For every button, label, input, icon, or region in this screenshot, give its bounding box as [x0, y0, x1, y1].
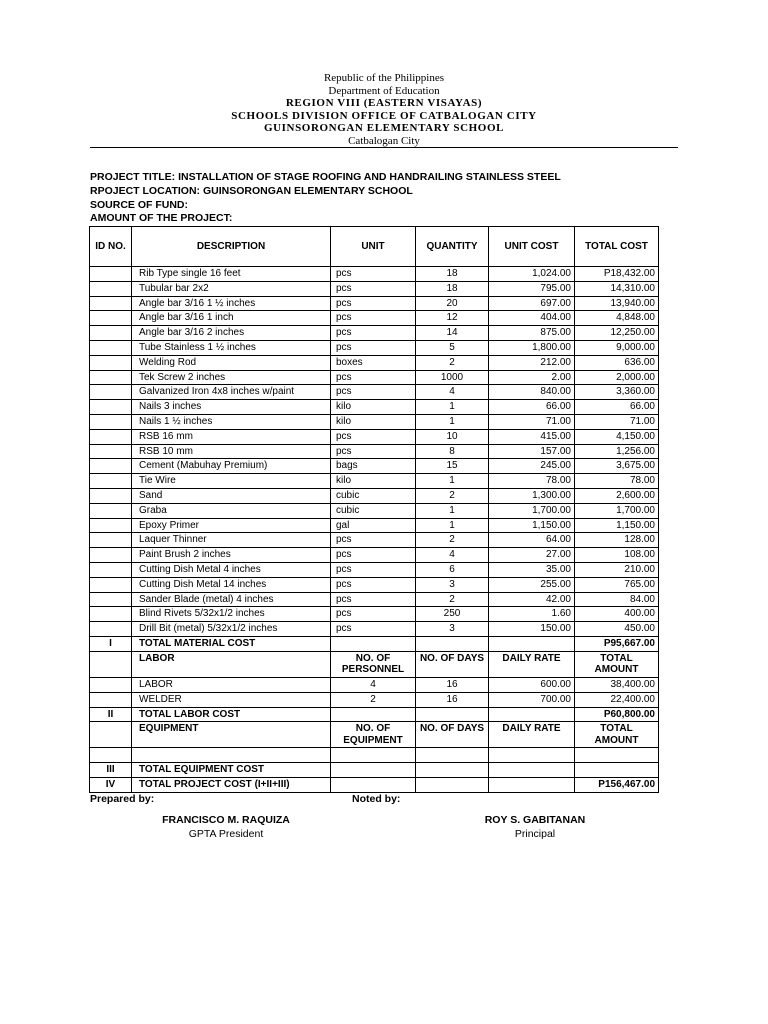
table-row — [90, 607, 659, 622]
source-of-fund: SOURCE OF FUND: — [90, 198, 188, 211]
table-row — [90, 548, 659, 563]
project-info — [90, 171, 690, 226]
row-total-cost: 210.00 — [575, 562, 659, 577]
labor-header-row — [90, 651, 659, 677]
row-quantity: 4 — [416, 548, 489, 563]
row-description: Cutting Dish Metal 14 inches — [132, 577, 331, 592]
row-quantity: 5 — [416, 340, 489, 355]
equipment-header-row — [90, 722, 659, 748]
row-quantity: 4 — [416, 385, 489, 400]
table-row — [90, 370, 659, 385]
row-unit: pcs — [331, 340, 416, 355]
row-unit: pcs — [331, 370, 416, 385]
total-labor-value: P60,800.00 — [575, 707, 659, 722]
row-unit: pcs — [331, 311, 416, 326]
labor-header-amount: TOTAL AMOUNT — [575, 651, 659, 677]
project-location: RPOJECT LOCATION: GUINSORONGAN ELEMENTARY SCHOOL — [90, 184, 413, 197]
empty-cell — [489, 707, 575, 722]
row-id-cell — [90, 340, 132, 355]
table-row — [90, 267, 659, 282]
total-material-value: P95,667.00 — [575, 636, 659, 651]
row-unit: kilo — [331, 414, 416, 429]
row-unit-cost: 795.00 — [489, 281, 575, 296]
row-id-cell — [90, 533, 132, 548]
row-id-cell — [90, 562, 132, 577]
row-total-cost: 9,000.00 — [575, 340, 659, 355]
equipment-header-amount: TOTAL AMOUNT — [575, 722, 659, 748]
labor-desc: LABOR — [132, 677, 331, 692]
header-unit: UNIT — [331, 227, 416, 267]
empty-cell — [575, 748, 659, 763]
empty-cell — [489, 763, 575, 778]
letterhead — [90, 72, 678, 148]
row-description: Cement (Mabuhay Premium) — [132, 459, 331, 474]
table-row — [90, 355, 659, 370]
row-unit: pcs — [331, 592, 416, 607]
table-row — [90, 400, 659, 415]
row-description: Nails 1 ½ inches — [132, 414, 331, 429]
row-quantity: 1 — [416, 414, 489, 429]
row-unit-cost: 35.00 — [489, 562, 575, 577]
empty-cell — [489, 748, 575, 763]
row-quantity: 6 — [416, 562, 489, 577]
row-unit: pcs — [331, 296, 416, 311]
project-title: PROJECT TITLE: INSTALLATION OF STAGE ROOFING AND HANDRAILING STAINLESS STEEL — [90, 171, 561, 183]
row-quantity: 2 — [416, 355, 489, 370]
row-id-cell — [90, 607, 132, 622]
empty-cell — [90, 722, 132, 748]
row-unit-cost: 255.00 — [489, 577, 575, 592]
labor-rate: 600.00 — [489, 677, 575, 692]
labor-header-personnel: NO. OF PERSONNEL — [331, 651, 416, 677]
row-unit-cost: 64.00 — [489, 533, 575, 548]
row-description: Angle bar 3/16 1 ½ inches — [132, 296, 331, 311]
total-material-label: TOTAL MATERIAL COST — [132, 636, 331, 651]
header-description: DESCRIPTION — [132, 227, 331, 267]
row-description: Drill Bit (metal) 5/32x1/2 inches — [132, 622, 331, 637]
total-project-label: TOTAL PROJECT COST (I+II+III) — [132, 778, 331, 793]
labor-amount: 38,400.00 — [575, 677, 659, 692]
row-unit: pcs — [331, 562, 416, 577]
row-description: Blind Rivets 5/32x1/2 inches — [132, 607, 331, 622]
row-total-cost: 71.00 — [575, 414, 659, 429]
row-quantity: 1 — [416, 474, 489, 489]
welder-personnel: 2 — [331, 692, 416, 707]
row-unit-cost: 42.00 — [489, 592, 575, 607]
header-unit-cost: UNIT COST — [489, 227, 575, 267]
row-quantity: 1 — [416, 400, 489, 415]
row-total-cost: 1,700.00 — [575, 503, 659, 518]
table-row — [90, 311, 659, 326]
labor-personnel: 4 — [331, 677, 416, 692]
welder-days: 16 — [416, 692, 489, 707]
row-id-cell — [90, 459, 132, 474]
total-equipment-id: III — [90, 763, 132, 778]
row-quantity: 250 — [416, 607, 489, 622]
table-row — [90, 444, 659, 459]
total-equipment-value — [575, 763, 659, 778]
row-total-cost: 1,256.00 — [575, 444, 659, 459]
row-description: Tek Screw 2 inches — [132, 370, 331, 385]
row-quantity: 18 — [416, 267, 489, 282]
row-quantity: 3 — [416, 622, 489, 637]
row-unit-cost: 157.00 — [489, 444, 575, 459]
row-unit-cost: 150.00 — [489, 622, 575, 637]
row-description: Angle bar 3/16 2 inches — [132, 326, 331, 341]
row-unit-cost: 415.00 — [489, 429, 575, 444]
empty-cell — [416, 763, 489, 778]
row-description: Paint Brush 2 inches — [132, 548, 331, 563]
row-id-cell — [90, 414, 132, 429]
equipment-header-days: NO. OF DAYS — [416, 722, 489, 748]
equipment-empty-row — [90, 748, 659, 763]
row-unit-cost: 875.00 — [489, 326, 575, 341]
total-project-row — [90, 778, 659, 793]
row-unit: pcs — [331, 548, 416, 563]
empty-cell — [90, 692, 132, 707]
table-row — [90, 518, 659, 533]
row-total-cost: P18,432.00 — [575, 267, 659, 282]
row-quantity: 14 — [416, 326, 489, 341]
row-unit: gal — [331, 518, 416, 533]
prepared-by-title: GPTA President — [188, 828, 264, 840]
row-description: RSB 16 mm — [132, 429, 331, 444]
row-description: Rib Type single 16 feet — [132, 267, 331, 282]
empty-cell — [331, 636, 416, 651]
row-quantity: 1000 — [416, 370, 489, 385]
row-total-cost: 84.00 — [575, 592, 659, 607]
row-total-cost: 12,250.00 — [575, 326, 659, 341]
row-id-cell — [90, 296, 132, 311]
noted-by-title: Principal — [514, 828, 556, 840]
row-total-cost: 128.00 — [575, 533, 659, 548]
row-unit: bags — [331, 459, 416, 474]
empty-cell — [90, 677, 132, 692]
row-total-cost: 2,600.00 — [575, 488, 659, 503]
row-id-cell — [90, 444, 132, 459]
table-row — [90, 414, 659, 429]
table-row — [90, 296, 659, 311]
total-equipment-row — [90, 763, 659, 778]
total-project-value: P156,467.00 — [575, 778, 659, 793]
row-quantity: 3 — [416, 577, 489, 592]
department-line: Department of Education — [328, 84, 440, 97]
table-row — [90, 577, 659, 592]
total-project-id: IV — [90, 778, 132, 793]
row-unit-cost: 1.60 — [489, 607, 575, 622]
table-row — [90, 385, 659, 400]
row-description: Tubular bar 2x2 — [132, 281, 331, 296]
empty-cell — [132, 748, 331, 763]
city-line: Catbalogan City — [348, 134, 420, 147]
table-row — [90, 281, 659, 296]
equipment-header-count: NO. OF EQUIPMENT — [331, 722, 416, 748]
table-row — [90, 533, 659, 548]
row-id-cell — [90, 281, 132, 296]
row-total-cost: 3,675.00 — [575, 459, 659, 474]
row-unit: pcs — [331, 429, 416, 444]
row-quantity: 2 — [416, 592, 489, 607]
row-unit-cost: 1,150.00 — [489, 518, 575, 533]
table-row — [90, 622, 659, 637]
empty-cell — [331, 707, 416, 722]
row-unit: kilo — [331, 400, 416, 415]
row-description: Cutting Dish Metal 4 inches — [132, 562, 331, 577]
row-total-cost: 14,310.00 — [575, 281, 659, 296]
empty-cell — [331, 763, 416, 778]
row-unit-cost: 27.00 — [489, 548, 575, 563]
row-total-cost: 78.00 — [575, 474, 659, 489]
row-description: Laquer Thinner — [132, 533, 331, 548]
row-description: Epoxy Primer — [132, 518, 331, 533]
equipment-header-rate: DAILY RATE — [489, 722, 575, 748]
empty-cell — [416, 707, 489, 722]
total-material-id: I — [90, 636, 132, 651]
row-unit: pcs — [331, 281, 416, 296]
prepared-by-name: FRANCISCO M. RAQUIZA — [162, 814, 290, 826]
row-description: Tube Stainless 1 ½ inches — [132, 340, 331, 355]
total-labor-label: TOTAL LABOR COST — [132, 707, 331, 722]
row-unit-cost: 1,700.00 — [489, 503, 575, 518]
row-id-cell — [90, 503, 132, 518]
welder-row — [90, 692, 659, 707]
labor-header-days: NO. OF DAYS — [416, 651, 489, 677]
row-unit-cost: 212.00 — [489, 355, 575, 370]
empty-cell — [489, 778, 575, 793]
row-total-cost: 4,150.00 — [575, 429, 659, 444]
row-unit-cost: 1,024.00 — [489, 267, 575, 282]
equipment-header-label: EQUIPMENT — [132, 722, 331, 748]
noted-by-label: Noted by: — [352, 793, 401, 805]
header-total-cost: TOTAL COST — [575, 227, 659, 267]
row-unit-cost: 697.00 — [489, 296, 575, 311]
row-unit-cost: 840.00 — [489, 385, 575, 400]
row-total-cost: 1,150.00 — [575, 518, 659, 533]
row-quantity: 2 — [416, 533, 489, 548]
row-quantity: 10 — [416, 429, 489, 444]
table-row — [90, 459, 659, 474]
row-total-cost: 13,940.00 — [575, 296, 659, 311]
row-id-cell — [90, 326, 132, 341]
welder-desc: WELDER — [132, 692, 331, 707]
region-line: REGION VIII (EASTERN VISAYAS) — [285, 97, 483, 110]
table-row — [90, 474, 659, 489]
row-unit-cost: 245.00 — [489, 459, 575, 474]
row-id-cell — [90, 474, 132, 489]
row-id-cell — [90, 429, 132, 444]
row-id-cell — [90, 548, 132, 563]
row-unit: kilo — [331, 474, 416, 489]
row-total-cost: 2,000.00 — [575, 370, 659, 385]
row-total-cost: 400.00 — [575, 607, 659, 622]
cost-table — [89, 226, 659, 793]
row-description: Angle bar 3/16 1 inch — [132, 311, 331, 326]
row-unit-cost: 71.00 — [489, 414, 575, 429]
header-divider — [90, 147, 678, 148]
row-unit: pcs — [331, 577, 416, 592]
welder-rate: 700.00 — [489, 692, 575, 707]
division-line: SCHOOLS DIVISION OFFICE OF CATBALOGAN CITY — [231, 109, 537, 122]
welder-amount: 22,400.00 — [575, 692, 659, 707]
row-description: Graba — [132, 503, 331, 518]
row-id-cell — [90, 577, 132, 592]
noted-by-name: ROY S. GABITANAN — [484, 814, 586, 826]
empty-cell — [90, 651, 132, 677]
row-total-cost: 108.00 — [575, 548, 659, 563]
row-total-cost: 4,848.00 — [575, 311, 659, 326]
table-row — [90, 429, 659, 444]
row-unit: cubic — [331, 488, 416, 503]
row-unit: pcs — [331, 622, 416, 637]
row-id-cell — [90, 518, 132, 533]
row-unit-cost: 66.00 — [489, 400, 575, 415]
row-quantity: 20 — [416, 296, 489, 311]
empty-cell — [90, 748, 132, 763]
row-unit: pcs — [331, 385, 416, 400]
row-unit: pcs — [331, 444, 416, 459]
total-equipment-label: TOTAL EQUIPMENT COST — [132, 763, 331, 778]
row-id-cell — [90, 592, 132, 607]
row-quantity: 2 — [416, 488, 489, 503]
row-id-cell — [90, 622, 132, 637]
row-unit-cost: 78.00 — [489, 474, 575, 489]
row-quantity: 18 — [416, 281, 489, 296]
row-total-cost: 450.00 — [575, 622, 659, 637]
table-row — [90, 503, 659, 518]
empty-cell — [331, 778, 416, 793]
row-id-cell — [90, 400, 132, 415]
table-row — [90, 488, 659, 503]
row-unit-cost: 404.00 — [489, 311, 575, 326]
row-total-cost: 3,360.00 — [575, 385, 659, 400]
row-unit: boxes — [331, 355, 416, 370]
empty-cell — [416, 748, 489, 763]
row-description: Sand — [132, 488, 331, 503]
row-unit-cost: 1,300.00 — [489, 488, 575, 503]
row-quantity: 15 — [416, 459, 489, 474]
summary-body — [90, 636, 659, 792]
row-id-cell — [90, 385, 132, 400]
row-unit: pcs — [331, 533, 416, 548]
row-unit: pcs — [331, 607, 416, 622]
row-id-cell — [90, 311, 132, 326]
row-id-cell — [90, 267, 132, 282]
row-description: Tie Wire — [132, 474, 331, 489]
row-description: Welding Rod — [132, 355, 331, 370]
labor-header-label: LABOR — [132, 651, 331, 677]
row-unit-cost: 1,800.00 — [489, 340, 575, 355]
row-quantity: 1 — [416, 518, 489, 533]
labor-row — [90, 677, 659, 692]
row-description: RSB 10 mm — [132, 444, 331, 459]
table-row — [90, 340, 659, 355]
row-id-cell — [90, 370, 132, 385]
table-row — [90, 326, 659, 341]
row-id-cell — [90, 355, 132, 370]
header-id: ID NO. — [90, 227, 132, 267]
row-unit: pcs — [331, 267, 416, 282]
row-quantity: 12 — [416, 311, 489, 326]
labor-days: 16 — [416, 677, 489, 692]
total-labor-row — [90, 707, 659, 722]
empty-cell — [331, 748, 416, 763]
table-header-row — [90, 227, 659, 267]
school-line: GUINSORONGAN ELEMENTARY SCHOOL — [263, 122, 505, 135]
project-amount: AMOUNT OF THE PROJECT: — [90, 212, 233, 225]
row-total-cost: 66.00 — [575, 400, 659, 415]
row-unit-cost: 2.00 — [489, 370, 575, 385]
row-id-cell — [90, 488, 132, 503]
total-material-row — [90, 636, 659, 651]
prepared-by-label: Prepared by: — [90, 793, 155, 805]
empty-cell — [416, 778, 489, 793]
table-row — [90, 562, 659, 577]
materials-body — [90, 267, 659, 637]
row-description: Sander Blade (metal) 4 inches — [132, 592, 331, 607]
row-quantity: 8 — [416, 444, 489, 459]
row-unit: pcs — [331, 326, 416, 341]
table-row — [90, 592, 659, 607]
empty-cell — [489, 636, 575, 651]
total-labor-id: II — [90, 707, 132, 722]
row-description: Nails 3 inches — [132, 400, 331, 415]
row-description: Galvanized Iron 4x8 inches w/paint — [132, 385, 331, 400]
row-quantity: 1 — [416, 503, 489, 518]
republic-line: Republic of the Philippines — [323, 72, 445, 84]
row-total-cost: 765.00 — [575, 577, 659, 592]
header-quantity: QUANTITY — [416, 227, 489, 267]
empty-cell — [416, 636, 489, 651]
labor-header-rate: DAILY RATE — [489, 651, 575, 677]
row-unit: cubic — [331, 503, 416, 518]
row-total-cost: 636.00 — [575, 355, 659, 370]
